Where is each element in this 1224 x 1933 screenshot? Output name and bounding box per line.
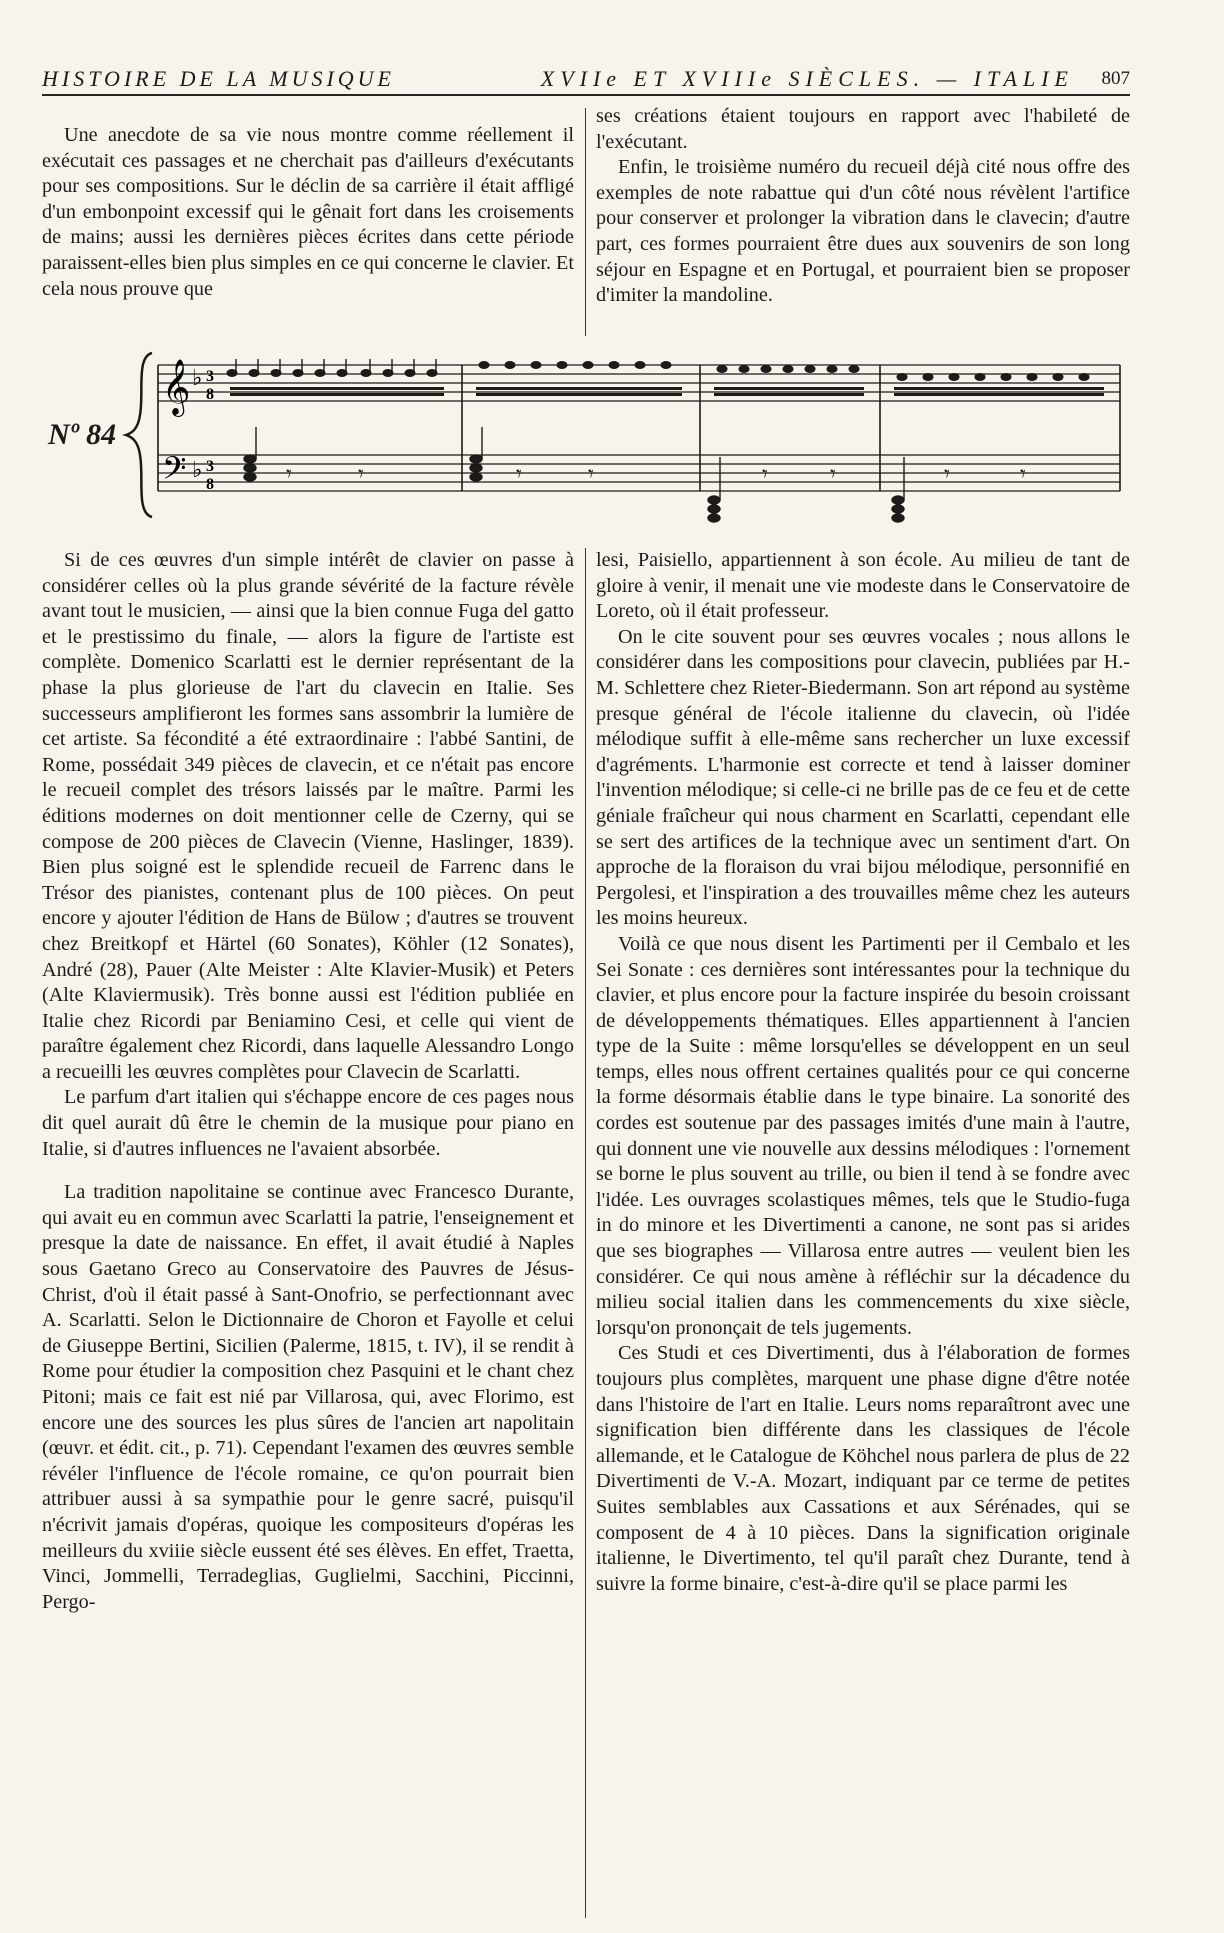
paragraph: La tradition napolitaine se continue avec Francesco Durante, qui avait eu en commun avec Scarlatti la patrie, l'enseignement et presque la date de naissance. En effet, il avait étudié à Naples sous Gaetano Greco au Conservatoire des Pauvres de Jésus-Christ, d'où il était passé à Sant-Onofrio, se perfectionnant avec A. Scarlatti. Selon le Dictionnaire de Choron et Fayolle et celui de Giuseppe Bertini, Sicilien (Palerme, 1815, t. IV), il se rendit à Rome pour étudier la composition chez Pasquini et le chant chez Pitoni; mais ce fait est nié par Villarosa, qui, avec Florimo, est encore une des sources les plus sûres de l'ancien art napolitain (œuvr. et édit. cit., p. 71). Cependant l'examen des œuvres semble révéler l'influence de l'école romaine, ce qu'on pourrait bien attribuer aussi à sa sympathie pour le genre sacré, puisqu'il n'écrivit jamais d'opéras, quoique les compositeurs d'opéras les meilleurs du xviiie siècle eussent été ses élèves. En effet, Traetta, Vinci, Jommelli, Terradeglias, Guglielmi, Sacchini, Piccinni, Pergo- <box>42 1181 574 1613</box>
svg-text:𝄾: 𝄾 <box>588 461 594 486</box>
paragraph: Ces Studi et ces Divertimenti, dus à l'élaboration de formes toujours plus complètes, marquent une phase digne d'être notée dans l'histoire de l'art en Italie. Leurs noms reparaîtront avec une signification bien différente dans les classiques de l'école allemande, et le Catalogue de Köhchel nous parlera de plus de 22 Divertimenti de V.-A. Mozart, indiquant par ce terme de petites Suites semblables aux Cassations et aux Sérénades, qui se composent de 4 à 10 pièces. Dans la signification originale italienne, le Divertimento, tel qu'il paraît chez Durante, tend à suivre la forme binaire, c'est-à-dire qu'il se place parmi les <box>596 1342 1130 1595</box>
barlines <box>158 365 1120 491</box>
paragraph: lesi, Paisiello, appartiennent à son école. Au milieu de tant de gloire à venir, il menait une vie modeste dans le Conservatoire de Loreto, où il était professeur. <box>596 549 1130 623</box>
paragraph: Le parfum d'art italien qui s'échappe encore de ces pages nous dit quel aurait dû être le chemin de la musique pour piano en Italie, si d'autres influences ne l'avaient absorbée. <box>42 1086 574 1160</box>
paragraph: ses créations étaient toujours en rapport avec l'habileté de l'exécutant. <box>596 105 1130 153</box>
brace <box>126 353 152 517</box>
paragraph: Si de ces œuvres d'un simple intérêt de clavier on passe à considérer celles où la plus grande sévérité de la facture révèle avant tout le musicien, — ainsi que la bien connue Fuga del gatto et le prestissimo du finale, — alors la figure de l'artiste est complète. Domenico Scarlatti est le dernier représentant de la phase la plus glorieuse de l'art du clavecin en Italie. Ses successeurs amplifieront les formes sans assombrir la lumière de cet artiste. Sa fécondité a été extraordinaire : l'abbé Santini, de Rome, possédait 349 pièces de clavecin, et ce n'était pas encore le recueil complet des trésors laissés par le maître. Parmi les éditions modernes on doit mentionner celle de Czerny, qui se compose de 200 pièces de Clavecin (Vienne, Haslinger, 1839). Bien plus soigné est le splendide recueil de Farrenc dans le Trésor des pianistes, contenant plus de 100 pièces. On peut encore y ajouter l'édition de Hans de Bülow ; d'autres se trouvent chez Breitkopf et Härtel (60 Sonates), Köhler (12 Sonates), André (28), Pauer (Alte Meister : Alte Klavier-Musik) et Peters (Alte Klaviermusik). Très bonne aussi est l'édition publiée en Italie chez Ricordi par Beniamino Cesi, et celle qui vient de paraître également chez Ricordi, dans laquelle Alessandro Longo a recueilli les œuvres complètes pour Clavecin de Scarlatti. <box>42 549 574 1083</box>
music-example-label: Nº 84 <box>48 418 117 451</box>
bass-notes <box>244 427 1026 522</box>
svg-text:𝄾: 𝄾 <box>286 461 292 486</box>
bass-clef-icon: 𝄢 <box>162 450 187 494</box>
paragraph: Voilà ce que nous disent les Partimenti per il Cembalo et les Sei Sonate : ces dernières sont intéressantes pour la technique du clavier, et plus encore pour la facture inspirée du besoin croissant de développements thématiques. Elles appartiennent à l'ancien type de la Suite : même lorsqu'elles se développent en un seul temps, elles nous offrent certaines qualités pour ce qui concerne la forme désormais établie dans le type binaire. La sonorité des cordes est soutenue par des passages imités d'une main à l'autre, qui donnent une vie nouvelle aux dessins mélodiques : l'ornement se borne le plus souvent au trille, ou bien il tend à se fondre avec l'idée. Les ouvrages scolastiques mêmes, tels que le Studio-fuga in do minore et les Divertimenti a canone, ne sont pas si arides que ses biographes — Villarosa entre autres — veulent bien les considérer. Ce qui nous amène à réfléchir sur la décadence du milieu social italien dans les commencements du xixe siècle, lorsqu'on prononçait de tels jugements. <box>596 932 1130 1339</box>
bottom-left-column <box>42 548 574 1615</box>
header-left-title: HISTOIRE DE LA MUSIQUE <box>42 66 395 91</box>
bass-staff <box>158 455 1120 491</box>
time-signature: 3 <box>206 458 214 475</box>
svg-text:𝄾: 𝄾 <box>830 461 836 486</box>
paragraph: Une anecdote de sa vie nous montre comme réellement il exécutait ces passages et ne cherchait pas d'ailleurs d'exécutants pour ses compositions. Sur le déclin de sa carrière il était affligé d'un embonpoint excessif qui le gênait fort dans les croisements de mains; aussi les dernières pièces écrites dans cette période paraissent-elles bien plus simples en ce qui concerne le clavier. Et cela nous prouve que <box>42 124 574 300</box>
time-signature: 8 <box>206 476 214 493</box>
column-divider <box>585 548 586 1918</box>
flat-icon: ♭ <box>192 365 203 390</box>
page-number: 807 <box>1101 68 1130 89</box>
bottom-right-column <box>596 548 1130 1597</box>
svg-text:𝄾: 𝄾 <box>358 461 364 486</box>
treble-clef-icon: 𝄞 <box>162 359 191 415</box>
flat-icon: ♭ <box>192 457 203 482</box>
svg-text:𝄾: 𝄾 <box>516 461 522 486</box>
svg-text:𝄾: 𝄾 <box>944 461 950 486</box>
music-example <box>40 345 1132 545</box>
time-signature: 8 <box>206 386 214 403</box>
top-right-column <box>596 104 1130 309</box>
running-header <box>42 62 1130 96</box>
header-right-title: XVIIe ET XVIIIe SIÈCLES. — ITALIE <box>540 66 1074 91</box>
column-divider <box>585 108 586 336</box>
top-left-column <box>42 123 574 302</box>
svg-text:𝄾: 𝄾 <box>1020 461 1026 486</box>
paragraph: Enfin, le troisième numéro du recueil déjà cité nous offre des exemples de note rabattue qui d'un côté nous révèlent l'artifice pour conserver et prolonger la vibration dans le clavecin; d'autre part, ces formes pourraient être dues aux souvenirs de son long séjour en Espagne et en Portugal, et pourraient bien se proposer d'imiter la mandoline. <box>596 156 1130 307</box>
time-signature: 3 <box>206 368 214 385</box>
svg-text:𝄾: 𝄾 <box>762 461 768 486</box>
paragraph: On le cite souvent pour ses œuvres vocales ; nous allons le considérer dans les compositions pour clavecin, publiées par H.-M. Schlettere chez Rieter-Biedermann. Son art répond au système presque général de l'école italienne du clavecin, où l'idée mélodique suffit à elle-même sans rechercher un luxe excessif d'agréments. L'harmonie est correcte et tend à laisser dominer l'invention mélodique; si celle-ci ne brille pas de ce feu et de cette géniale fraîcheur qui nous charment en Scarlatti, cependant elle se sert des artifices de la technique avec un sentiment d'art. On approche de la floraison du vrai bijou mélodique, personnifié en Pergolesi, et l'inspiration a des trouvailles même chez les auteurs les moins heureux. <box>596 625 1130 930</box>
